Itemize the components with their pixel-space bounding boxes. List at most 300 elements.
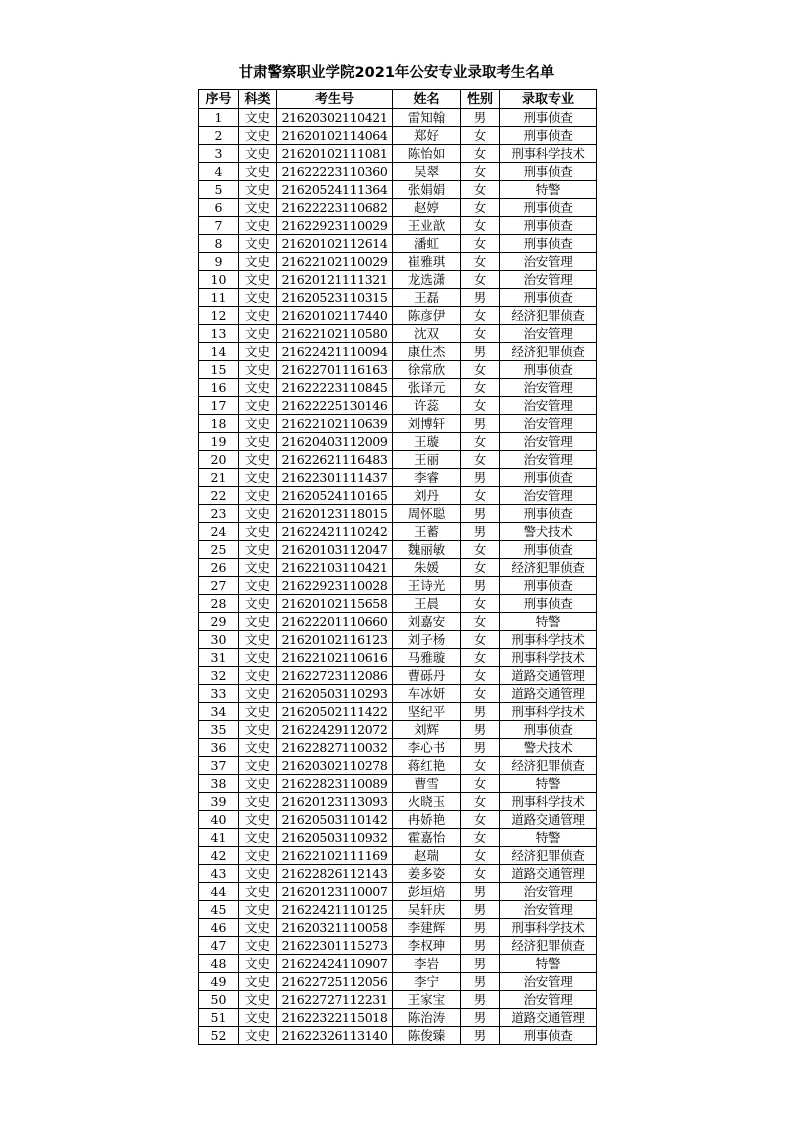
category-cell: 文史 xyxy=(239,361,277,379)
gender-cell: 男 xyxy=(461,721,500,739)
serial-cell: 32 xyxy=(199,667,239,685)
name-cell: 吴翠 xyxy=(393,163,461,181)
table-row xyxy=(199,595,597,613)
category-cell: 文史 xyxy=(239,289,277,307)
name-cell: 李建辉 xyxy=(393,919,461,937)
name-cell: 蒋红艳 xyxy=(393,757,461,775)
category-cell: 文史 xyxy=(239,199,277,217)
serial-cell: 47 xyxy=(199,937,239,955)
gender-cell: 男 xyxy=(461,883,500,901)
name-cell: 周怀聪 xyxy=(393,505,461,523)
category-cell: 文史 xyxy=(239,613,277,631)
name-cell: 冉娇艳 xyxy=(393,811,461,829)
exam-number-cell: 21622923110028 xyxy=(277,577,393,595)
major-cell: 刑事侦查 xyxy=(500,721,597,739)
name-cell: 王磊 xyxy=(393,289,461,307)
table-row xyxy=(199,253,597,271)
category-cell: 文史 xyxy=(239,217,277,235)
category-cell: 文史 xyxy=(239,181,277,199)
major-cell: 刑事侦查 xyxy=(500,505,597,523)
table-row xyxy=(199,739,597,757)
exam-number-cell: 21620321110058 xyxy=(277,919,393,937)
table-row xyxy=(199,127,597,145)
gender-cell: 女 xyxy=(461,397,500,415)
category-cell: 文史 xyxy=(239,145,277,163)
table-row xyxy=(199,181,597,199)
serial-cell: 21 xyxy=(199,469,239,487)
gender-cell: 女 xyxy=(461,613,500,631)
gender-cell: 女 xyxy=(461,199,500,217)
serial-cell: 29 xyxy=(199,613,239,631)
name-cell: 龙选潇 xyxy=(393,271,461,289)
serial-cell: 14 xyxy=(199,343,239,361)
exam-number-cell: 21620403112009 xyxy=(277,433,393,451)
name-cell: 刘辉 xyxy=(393,721,461,739)
major-cell: 特警 xyxy=(500,829,597,847)
gender-cell: 女 xyxy=(461,487,500,505)
gender-cell: 男 xyxy=(461,523,500,541)
major-cell: 经济犯罪侦查 xyxy=(500,307,597,325)
serial-cell: 2 xyxy=(199,127,239,145)
gender-cell: 女 xyxy=(461,235,500,253)
serial-cell: 42 xyxy=(199,847,239,865)
serial-cell: 36 xyxy=(199,739,239,757)
major-cell: 刑事侦查 xyxy=(500,1027,597,1045)
table-row xyxy=(199,991,597,1009)
serial-cell: 40 xyxy=(199,811,239,829)
table-row xyxy=(199,415,597,433)
serial-cell: 25 xyxy=(199,541,239,559)
name-cell: 刘子杨 xyxy=(393,631,461,649)
gender-cell: 女 xyxy=(461,451,500,469)
table-row xyxy=(199,847,597,865)
exam-number-cell: 21620102117440 xyxy=(277,307,393,325)
table-row xyxy=(199,523,597,541)
major-cell: 刑事侦查 xyxy=(500,577,597,595)
gender-cell: 女 xyxy=(461,127,500,145)
serial-cell: 50 xyxy=(199,991,239,1009)
gender-cell: 男 xyxy=(461,1027,500,1045)
exam-number-cell: 21622823110089 xyxy=(277,775,393,793)
table-row xyxy=(199,775,597,793)
category-cell: 文史 xyxy=(239,1027,277,1045)
table-header-row xyxy=(199,90,597,109)
category-cell: 文史 xyxy=(239,793,277,811)
table-row xyxy=(199,1009,597,1027)
name-cell: 李权珅 xyxy=(393,937,461,955)
gender-cell: 女 xyxy=(461,793,500,811)
table-row xyxy=(199,667,597,685)
gender-cell: 女 xyxy=(461,667,500,685)
gender-cell: 女 xyxy=(461,865,500,883)
serial-cell: 35 xyxy=(199,721,239,739)
category-cell: 文史 xyxy=(239,163,277,181)
name-cell: 坚纪平 xyxy=(393,703,461,721)
gender-cell: 男 xyxy=(461,415,500,433)
name-cell: 赵瑞 xyxy=(393,847,461,865)
exam-number-cell: 21620503110932 xyxy=(277,829,393,847)
table-row xyxy=(199,325,597,343)
major-cell: 特警 xyxy=(500,775,597,793)
name-cell: 火晓玉 xyxy=(393,793,461,811)
name-cell: 朱媛 xyxy=(393,559,461,577)
exam-number-cell: 21620302110278 xyxy=(277,757,393,775)
category-cell: 文史 xyxy=(239,991,277,1009)
table-row xyxy=(199,811,597,829)
gender-cell: 女 xyxy=(461,829,500,847)
name-cell: 李睿 xyxy=(393,469,461,487)
gender-cell: 男 xyxy=(461,955,500,973)
exam-number-cell: 21620103112047 xyxy=(277,541,393,559)
gender-cell: 女 xyxy=(461,379,500,397)
gender-cell: 女 xyxy=(461,847,500,865)
category-cell: 文史 xyxy=(239,109,277,127)
name-cell: 李宁 xyxy=(393,973,461,991)
table-row xyxy=(199,883,597,901)
serial-cell: 15 xyxy=(199,361,239,379)
category-cell: 文史 xyxy=(239,433,277,451)
table-row xyxy=(199,703,597,721)
serial-cell: 28 xyxy=(199,595,239,613)
major-cell: 刑事侦查 xyxy=(500,235,597,253)
table-row xyxy=(199,793,597,811)
major-cell: 刑事侦查 xyxy=(500,469,597,487)
header-exam-number: 考生号 xyxy=(277,90,393,109)
major-cell: 刑事侦查 xyxy=(500,199,597,217)
category-cell: 文史 xyxy=(239,325,277,343)
name-cell: 康仕杰 xyxy=(393,343,461,361)
category-cell: 文史 xyxy=(239,973,277,991)
exam-number-cell: 21622723112086 xyxy=(277,667,393,685)
gender-cell: 女 xyxy=(461,595,500,613)
table-row xyxy=(199,559,597,577)
serial-cell: 5 xyxy=(199,181,239,199)
category-cell: 文史 xyxy=(239,451,277,469)
table-row xyxy=(199,109,597,127)
name-cell: 王晨 xyxy=(393,595,461,613)
serial-cell: 38 xyxy=(199,775,239,793)
exam-number-cell: 21622301115273 xyxy=(277,937,393,955)
exam-number-cell: 21620102114064 xyxy=(277,127,393,145)
name-cell: 王丽 xyxy=(393,451,461,469)
gender-cell: 男 xyxy=(461,469,500,487)
table-row xyxy=(199,505,597,523)
major-cell: 治安管理 xyxy=(500,271,597,289)
exam-number-cell: 21622223110682 xyxy=(277,199,393,217)
table-row xyxy=(199,649,597,667)
major-cell: 刑事侦查 xyxy=(500,217,597,235)
major-cell: 刑事科学技术 xyxy=(500,649,597,667)
serial-cell: 20 xyxy=(199,451,239,469)
category-cell: 文史 xyxy=(239,865,277,883)
serial-cell: 16 xyxy=(199,379,239,397)
header-name: 姓名 xyxy=(393,90,461,109)
serial-cell: 19 xyxy=(199,433,239,451)
serial-cell: 30 xyxy=(199,631,239,649)
serial-cell: 31 xyxy=(199,649,239,667)
major-cell: 特警 xyxy=(500,955,597,973)
exam-number-cell: 21620121111321 xyxy=(277,271,393,289)
serial-cell: 9 xyxy=(199,253,239,271)
table-row xyxy=(199,469,597,487)
table-row xyxy=(199,235,597,253)
name-cell: 王家宝 xyxy=(393,991,461,1009)
table-row xyxy=(199,577,597,595)
major-cell: 治安管理 xyxy=(500,433,597,451)
major-cell: 道路交通管理 xyxy=(500,685,597,703)
table-row xyxy=(199,361,597,379)
table-row xyxy=(199,379,597,397)
exam-number-cell: 21622223110360 xyxy=(277,163,393,181)
serial-cell: 10 xyxy=(199,271,239,289)
major-cell: 治安管理 xyxy=(500,253,597,271)
category-cell: 文史 xyxy=(239,883,277,901)
name-cell: 陈怡如 xyxy=(393,145,461,163)
name-cell: 崔雅琪 xyxy=(393,253,461,271)
major-cell: 刑事侦查 xyxy=(500,361,597,379)
major-cell: 道路交通管理 xyxy=(500,667,597,685)
name-cell: 沈双 xyxy=(393,325,461,343)
serial-cell: 34 xyxy=(199,703,239,721)
name-cell: 赵婷 xyxy=(393,199,461,217)
serial-cell: 13 xyxy=(199,325,239,343)
serial-cell: 22 xyxy=(199,487,239,505)
table-row xyxy=(199,613,597,631)
serial-cell: 26 xyxy=(199,559,239,577)
category-cell: 文史 xyxy=(239,379,277,397)
category-cell: 文史 xyxy=(239,595,277,613)
serial-cell: 3 xyxy=(199,145,239,163)
major-cell: 经济犯罪侦查 xyxy=(500,343,597,361)
name-cell: 张译元 xyxy=(393,379,461,397)
exam-number-cell: 21622424110907 xyxy=(277,955,393,973)
serial-cell: 39 xyxy=(199,793,239,811)
admission-table xyxy=(198,89,597,1045)
category-cell: 文史 xyxy=(239,559,277,577)
exam-number-cell: 21620524111364 xyxy=(277,181,393,199)
table-row xyxy=(199,901,597,919)
exam-number-cell: 21622421110125 xyxy=(277,901,393,919)
category-cell: 文史 xyxy=(239,235,277,253)
table-row xyxy=(199,757,597,775)
name-cell: 王业歆 xyxy=(393,217,461,235)
table-row xyxy=(199,541,597,559)
major-cell: 经济犯罪侦查 xyxy=(500,847,597,865)
gender-cell: 女 xyxy=(461,631,500,649)
category-cell: 文史 xyxy=(239,523,277,541)
exam-number-cell: 21622301111437 xyxy=(277,469,393,487)
table-row xyxy=(199,865,597,883)
category-cell: 文史 xyxy=(239,739,277,757)
category-cell: 文史 xyxy=(239,847,277,865)
gender-cell: 女 xyxy=(461,145,500,163)
exam-number-cell: 21620102115658 xyxy=(277,595,393,613)
major-cell: 经济犯罪侦查 xyxy=(500,757,597,775)
table-row xyxy=(199,163,597,181)
table-row xyxy=(199,307,597,325)
name-cell: 魏丽敏 xyxy=(393,541,461,559)
major-cell: 道路交通管理 xyxy=(500,811,597,829)
category-cell: 文史 xyxy=(239,415,277,433)
name-cell: 王蓄 xyxy=(393,523,461,541)
table-row xyxy=(199,973,597,991)
category-cell: 文史 xyxy=(239,703,277,721)
serial-cell: 37 xyxy=(199,757,239,775)
category-cell: 文史 xyxy=(239,487,277,505)
name-cell: 王诗光 xyxy=(393,577,461,595)
serial-cell: 45 xyxy=(199,901,239,919)
name-cell: 陈治涛 xyxy=(393,1009,461,1027)
category-cell: 文史 xyxy=(239,955,277,973)
gender-cell: 男 xyxy=(461,991,500,1009)
serial-cell: 43 xyxy=(199,865,239,883)
gender-cell: 男 xyxy=(461,505,500,523)
exam-number-cell: 21622102110616 xyxy=(277,649,393,667)
major-cell: 经济犯罪侦查 xyxy=(500,937,597,955)
gender-cell: 男 xyxy=(461,289,500,307)
major-cell: 警犬技术 xyxy=(500,739,597,757)
header-major: 录取专业 xyxy=(500,90,597,109)
document-title: 甘肃警察职业学院2021年公安专业录取考生名单 xyxy=(238,65,555,81)
category-cell: 文史 xyxy=(239,271,277,289)
gender-cell: 女 xyxy=(461,361,500,379)
category-cell: 文史 xyxy=(239,469,277,487)
exam-number-cell: 21620524110165 xyxy=(277,487,393,505)
serial-cell: 7 xyxy=(199,217,239,235)
serial-cell: 23 xyxy=(199,505,239,523)
serial-cell: 17 xyxy=(199,397,239,415)
table-row xyxy=(199,217,597,235)
exam-number-cell: 21622727112231 xyxy=(277,991,393,1009)
table-row xyxy=(199,829,597,847)
category-cell: 文史 xyxy=(239,1009,277,1027)
major-cell: 治安管理 xyxy=(500,415,597,433)
category-cell: 文史 xyxy=(239,775,277,793)
gender-cell: 女 xyxy=(461,253,500,271)
name-cell: 曹雪 xyxy=(393,775,461,793)
major-cell: 刑事侦查 xyxy=(500,109,597,127)
table-row xyxy=(199,685,597,703)
gender-cell: 女 xyxy=(461,307,500,325)
major-cell: 刑事科学技术 xyxy=(500,703,597,721)
name-cell: 马雅璇 xyxy=(393,649,461,667)
gender-cell: 女 xyxy=(461,271,500,289)
table-row xyxy=(199,271,597,289)
category-cell: 文史 xyxy=(239,541,277,559)
serial-cell: 51 xyxy=(199,1009,239,1027)
table-row xyxy=(199,721,597,739)
name-cell: 吴轩庆 xyxy=(393,901,461,919)
major-cell: 治安管理 xyxy=(500,397,597,415)
exam-number-cell: 21620503110142 xyxy=(277,811,393,829)
serial-cell: 24 xyxy=(199,523,239,541)
major-cell: 治安管理 xyxy=(500,487,597,505)
major-cell: 治安管理 xyxy=(500,991,597,1009)
table-row xyxy=(199,487,597,505)
name-cell: 徐常欣 xyxy=(393,361,461,379)
major-cell: 治安管理 xyxy=(500,325,597,343)
exam-number-cell: 21622102110029 xyxy=(277,253,393,271)
table-row xyxy=(199,919,597,937)
category-cell: 文史 xyxy=(239,667,277,685)
name-cell: 姜多姿 xyxy=(393,865,461,883)
serial-cell: 46 xyxy=(199,919,239,937)
serial-cell: 44 xyxy=(199,883,239,901)
category-cell: 文史 xyxy=(239,649,277,667)
major-cell: 刑事侦查 xyxy=(500,289,597,307)
exam-number-cell: 21622102110639 xyxy=(277,415,393,433)
exam-number-cell: 21622827110032 xyxy=(277,739,393,757)
table-row xyxy=(199,343,597,361)
exam-number-cell: 21622225130146 xyxy=(277,397,393,415)
exam-number-cell: 21622322115018 xyxy=(277,1009,393,1027)
gender-cell: 女 xyxy=(461,775,500,793)
exam-number-cell: 21620102112614 xyxy=(277,235,393,253)
gender-cell: 女 xyxy=(461,811,500,829)
table-row xyxy=(199,289,597,307)
gender-cell: 女 xyxy=(461,217,500,235)
exam-number-cell: 21620123110007 xyxy=(277,883,393,901)
exam-number-cell: 21622826112143 xyxy=(277,865,393,883)
serial-cell: 12 xyxy=(199,307,239,325)
gender-cell: 男 xyxy=(461,1009,500,1027)
header-gender: 性别 xyxy=(461,90,500,109)
table-row xyxy=(199,937,597,955)
exam-number-cell: 21622102111169 xyxy=(277,847,393,865)
major-cell: 治安管理 xyxy=(500,883,597,901)
serial-cell: 4 xyxy=(199,163,239,181)
category-cell: 文史 xyxy=(239,127,277,145)
category-cell: 文史 xyxy=(239,505,277,523)
name-cell: 霍嘉怡 xyxy=(393,829,461,847)
serial-cell: 1 xyxy=(199,109,239,127)
major-cell: 刑事科学技术 xyxy=(500,145,597,163)
gender-cell: 女 xyxy=(461,559,500,577)
name-cell: 曹砾丹 xyxy=(393,667,461,685)
category-cell: 文史 xyxy=(239,307,277,325)
exam-number-cell: 21622725112056 xyxy=(277,973,393,991)
gender-cell: 男 xyxy=(461,343,500,361)
serial-cell: 41 xyxy=(199,829,239,847)
exam-number-cell: 21620503110293 xyxy=(277,685,393,703)
exam-number-cell: 21622102110580 xyxy=(277,325,393,343)
category-cell: 文史 xyxy=(239,829,277,847)
gender-cell: 男 xyxy=(461,973,500,991)
gender-cell: 男 xyxy=(461,577,500,595)
category-cell: 文史 xyxy=(239,685,277,703)
gender-cell: 男 xyxy=(461,109,500,127)
table-row xyxy=(199,631,597,649)
gender-cell: 女 xyxy=(461,181,500,199)
serial-cell: 49 xyxy=(199,973,239,991)
major-cell: 特警 xyxy=(500,613,597,631)
gender-cell: 男 xyxy=(461,937,500,955)
name-cell: 陈彦伊 xyxy=(393,307,461,325)
table-body xyxy=(199,109,597,1045)
major-cell: 刑事科学技术 xyxy=(500,919,597,937)
name-cell: 雷知翰 xyxy=(393,109,461,127)
major-cell: 经济犯罪侦查 xyxy=(500,559,597,577)
major-cell: 特警 xyxy=(500,181,597,199)
category-cell: 文史 xyxy=(239,721,277,739)
exam-number-cell: 21622326113140 xyxy=(277,1027,393,1045)
major-cell: 刑事科学技术 xyxy=(500,631,597,649)
table-row xyxy=(199,1027,597,1045)
name-cell: 潘虹 xyxy=(393,235,461,253)
table-row xyxy=(199,397,597,415)
major-cell: 警犬技术 xyxy=(500,523,597,541)
table-row xyxy=(199,199,597,217)
